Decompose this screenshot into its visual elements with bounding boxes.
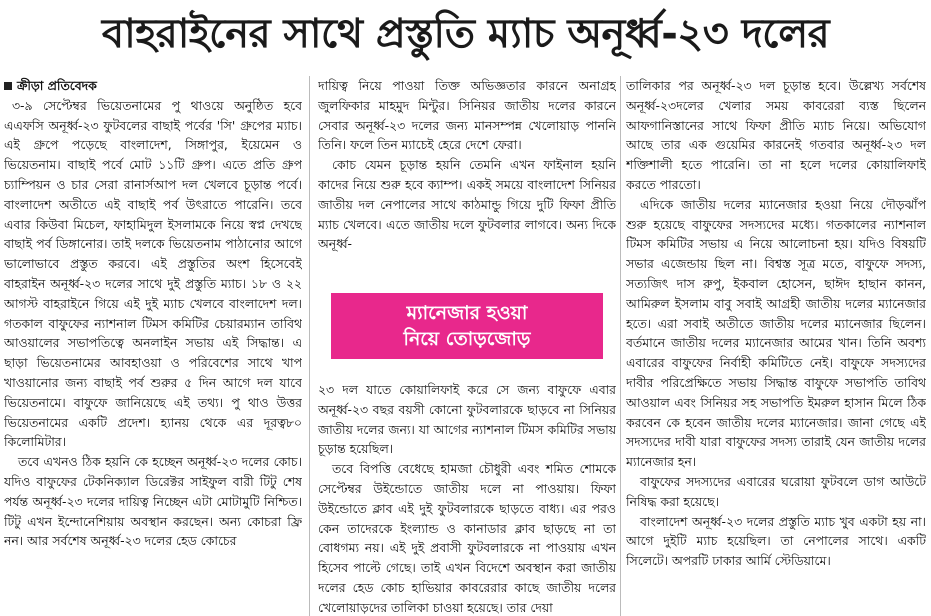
- column-2-bottom-text: [318, 380, 616, 616]
- column-2-top-text: [318, 76, 616, 274]
- column-divider-2: [620, 76, 621, 616]
- headline: বাহরাইনের সাথে প্রস্তুতি ম্যাচ অনূর্ধ্ব-২৩ দলের: [101, 10, 830, 57]
- byline: [4, 76, 302, 96]
- byline-text: ক্রীড়া প্রতিবেদক: [17, 78, 97, 93]
- paragraph: তালিকার পর অনূর্ধ্ব-২৩ দল চূড়ান্ত হবে। উল্লেখ্য সর্বশেষ অনূর্ধ্ব-২৩দলের খেলার সময় কাবরেরা ব্যস্ত ছিলেন আফগানিস্তানের সাথে ফিফা প্রীতি ম্যাচ নিয়ে। অভিযোগ আছে তার এক গুয়েমির কারনেই গতবার অনূর্ধ্ব-২৩ দল শক্তিশালী হতে পারেনি। তা না হলে দলের কোয়ালিফাই করতে পারতো।: [626, 78, 926, 192]
- pullquote-line-1: ম্যানেজার হওয়া: [406, 302, 528, 324]
- article-column-2: [318, 76, 616, 616]
- pullquote-area: [318, 278, 616, 374]
- column-divider-1: [309, 76, 310, 616]
- pullquote-line-2: নিয়ে তোড়জোড়: [403, 328, 531, 350]
- article-column-3: [626, 76, 926, 616]
- paragraph: ৩-৯ সেপ্টেম্বর ভিয়েতনামের পু থাওয়ে অনুষ্ঠিত হবে এএফসি অনূর্ধ্ব-২৩ ফুটবলের বাছাই পর্বের 'সি' গ্রুপের ম্যাচ। এই গ্রুপে পড়েছে বাংলাদেশ, সিঙ্গাপুর, ইয়েমেন ও ভিয়েতনাম। বাছাই পর্বে মোট ১১টি গ্রুপ। এতে প্রতি গ্রুপ চ্যাম্পিয়ন ও চার সেরা রানার্সআপ দল খেলবে চূড়ান্ত পর্বে। বাংলাদেশ অতীতে এই বাছাই পর্ব উৎরাতে পারেনি। তবে এবার কিউবা মিচেল, ফাহামিদুল ইসলামকে নিয়ে স্বপ্ন দেখছে বাছাই পর্ব ডিঙ্গানোর। তাই দলকে ভিয়েতনাম পাঠানোর আগে ভালোভাবে প্রস্তুত করবে। এই প্রস্তুতির অংশ হিসেবেই বাহরাইন অনূর্ধ্ব-২৩ দলের সাথে দুই প্রস্তুতি ম্যাচ। ১৮ ও ২২ আগস্ট বাহরাইনে গিয়ে এই দুই ম্যাচ খেলবে বাংলাদেশ দল। গতকাল বাফুফের ন্যাশনাল টিমস কমিটির চেয়ারম্যান তাবিথ আওয়ালের সভাপতিত্বে অনলাইন সভায় এই সিদ্ধান্ত। এ ছাড়া ভিয়েতনামের আবহাওয়া ও পরিবেশের সাথে খাপ খাওয়ানোর জন্য বাছাই পর্ব শুরুর ৫ দিন আগে দল যাবে ভিয়েতনামে। বাফুফে জানিয়েছে এই তথ্য। পু থাও উত্তর ভিয়েতনামের একটি প্রদেশ। হ্যানয় থেকে এর দূরত্ব৮০ কিলোমিটার।: [4, 97, 302, 450]
- paragraph: তবে বিপত্তি বেধেছে হামজা চৌধুরী এবং শমিত শোমকে সেপ্টেম্বর উইন্ডোতে জাতীয় দলে না পাওয়ায়। ফিফা উইন্ডোতে ক্লাব এই দুই ফুটবলারকে ছাড়তে বাধ্য। এর পরও কেন তাদেরকে ইংল্যান্ড ও কানাডার ক্লাব ছাড়ছে না তা বোধগম্য নয়। এই দুই প্রবাসী ফুটবলারকে না পাওয়ায় এখন হিসেব পাল্টে গেছে। তাই এখন বিদেশে অবস্থান করা জাতীয় দলের হেড কোচ হাভিয়ার কাবরেরার কাছে জাতীয় দলের খেলোয়াড়দের তালিকা চাওয়া হয়েছে। তার দেয়া: [318, 461, 616, 615]
- paragraph: কোচ যেমন চূড়ান্ত হয়নি তেমনি এখন ফাইনাল হয়নি কাদের নিয়ে শুরু হবে ক্যাম্প। একই সময়ে বাংলাদেশ সিনিয়র জাতীয় দল নেপালের সাথে কাঠমান্ডু গিয়ে দুটি ফিফা প্রীতি ম্যাচ খেলবে। এতে জাতীয় দলে ফুটবলার লাগবে। অন্য দিকে অনূর্ধ্ব-: [318, 157, 616, 252]
- pullquote-box: [331, 293, 603, 359]
- article-column-1: [4, 76, 302, 616]
- paragraph: এদিকে জাতীয় দলের ম্যানেজার হওয়া নিয়ে দৌড়ঝাঁপ শুরু হয়েছে বাফুফের সদস্যদের মধ্যে। গতকালের ন্যাশনাল টিমস কমিটির সভায় এ নিয়ে আলোচনা হয়। যদিও বিষয়টি সভার এজেন্ডায় ছিল না। বিশ্বস্ত সূত্র মতে, বাফুফে সদস্য, সত্যজিৎ দাস রুপু, ইকবাল হোসেন, ছাঈদ হাছান কানন, আমিরুল ইসলাম বাবু সবাই আগ্রহী জাতীয় দলের ম্যানেজার হতে। এরা সবাই অতীতে জাতীয় দলের ম্যানেজার ছিলেন। বর্তমানে জাতীয় দলের ম্যানেজার আমের খান। তিনি অবশ্য এবারের বাফুফের নির্বাহী কমিটিতে নেই। বাফুফে সদস্যদের দাবীর পরিপ্রেক্ষিতে সভায় সিদ্ধান্ত বাফুফে সভাপতি তাবিথ আওয়াল এবং সিনিয়র সহ সভাপতি ইমরুল হাসান মিলে ঠিক করবেন কে হবেন জাতীয় দলের ম্যানেজার। জানা গেছে এই সদস্যদের দাবী যারা বাফুফের সদস্য তারাই যেন জাতীয় দলের ম্যানেজার হন।: [626, 196, 926, 470]
- paragraph: দায়িত্ব নিয়ে পাওয়া তিক্ত অভিজ্ঞতার কারনে অনাগ্রহ জুলফিকার মাহমুদ মিন্টুর। সিনিয়র জাতীয় দলের কারনে সেবার অনূর্ধ্ব-২৩ দলের জন্য মানসম্পন্ন খেলোয়াড় পাননি তিনি। ফলে তিন ম্যাচেই হেরে দেশে ফেরা।: [318, 78, 616, 153]
- paragraph: বাংলাদেশ অনূর্ধ্ব-২৩ দলের প্রস্তুতি ম্যাচ খুব একটা হয় না। আগে দুইটি ম্যাচ হয়েছিল। তা নেপালের সাথে। একটি সিলেটে। অপরটি ঢাকার আর্মি স্টেডিয়ামে।: [626, 513, 926, 569]
- square-bullet-icon: [4, 82, 12, 90]
- paragraph: তবে এখনও ঠিক হয়নি কে হচ্ছেন অনূর্ধ্ব-২৩ দলের কোচ। যদিও বাফুফের টেকনিক্যাল ডিরেক্টর সাইফুল বারী টিটু শেষ পর্যন্ত অনূর্ধ্ব-২৩ দলের দায়িত্ব নিচ্ছেন এটা মোটামুটি নিশ্চিত। টিটু এখন ইন্দোনেশিয়ায় অবস্থান করছেন। অন্য কোচরা ফ্রি নন। আর সর্বশেষ অনূর্ধ্ব-২৩ দলের হেড কোচের: [4, 454, 302, 549]
- paragraph: ২৩ দল যাতে কোয়ালিফাই করে সে জন্য বাফুফে এবার অনূর্ধ্ব-২৩ বছর বয়সী কোনো ফুটবলারকে ছাড়বে না সিনিয়র জাতীয় দলের জন্য। যা আগের ন্যাশনাল টিমস কমিটির সভায় চূড়ান্ত হয়েছিল।: [318, 382, 616, 457]
- paragraph: বাফুফের সদস্যদের এবারের ঘরোয়া ফুটবলে ডাগ আউটে নিষিদ্ধ করা হয়েছে।: [626, 473, 926, 509]
